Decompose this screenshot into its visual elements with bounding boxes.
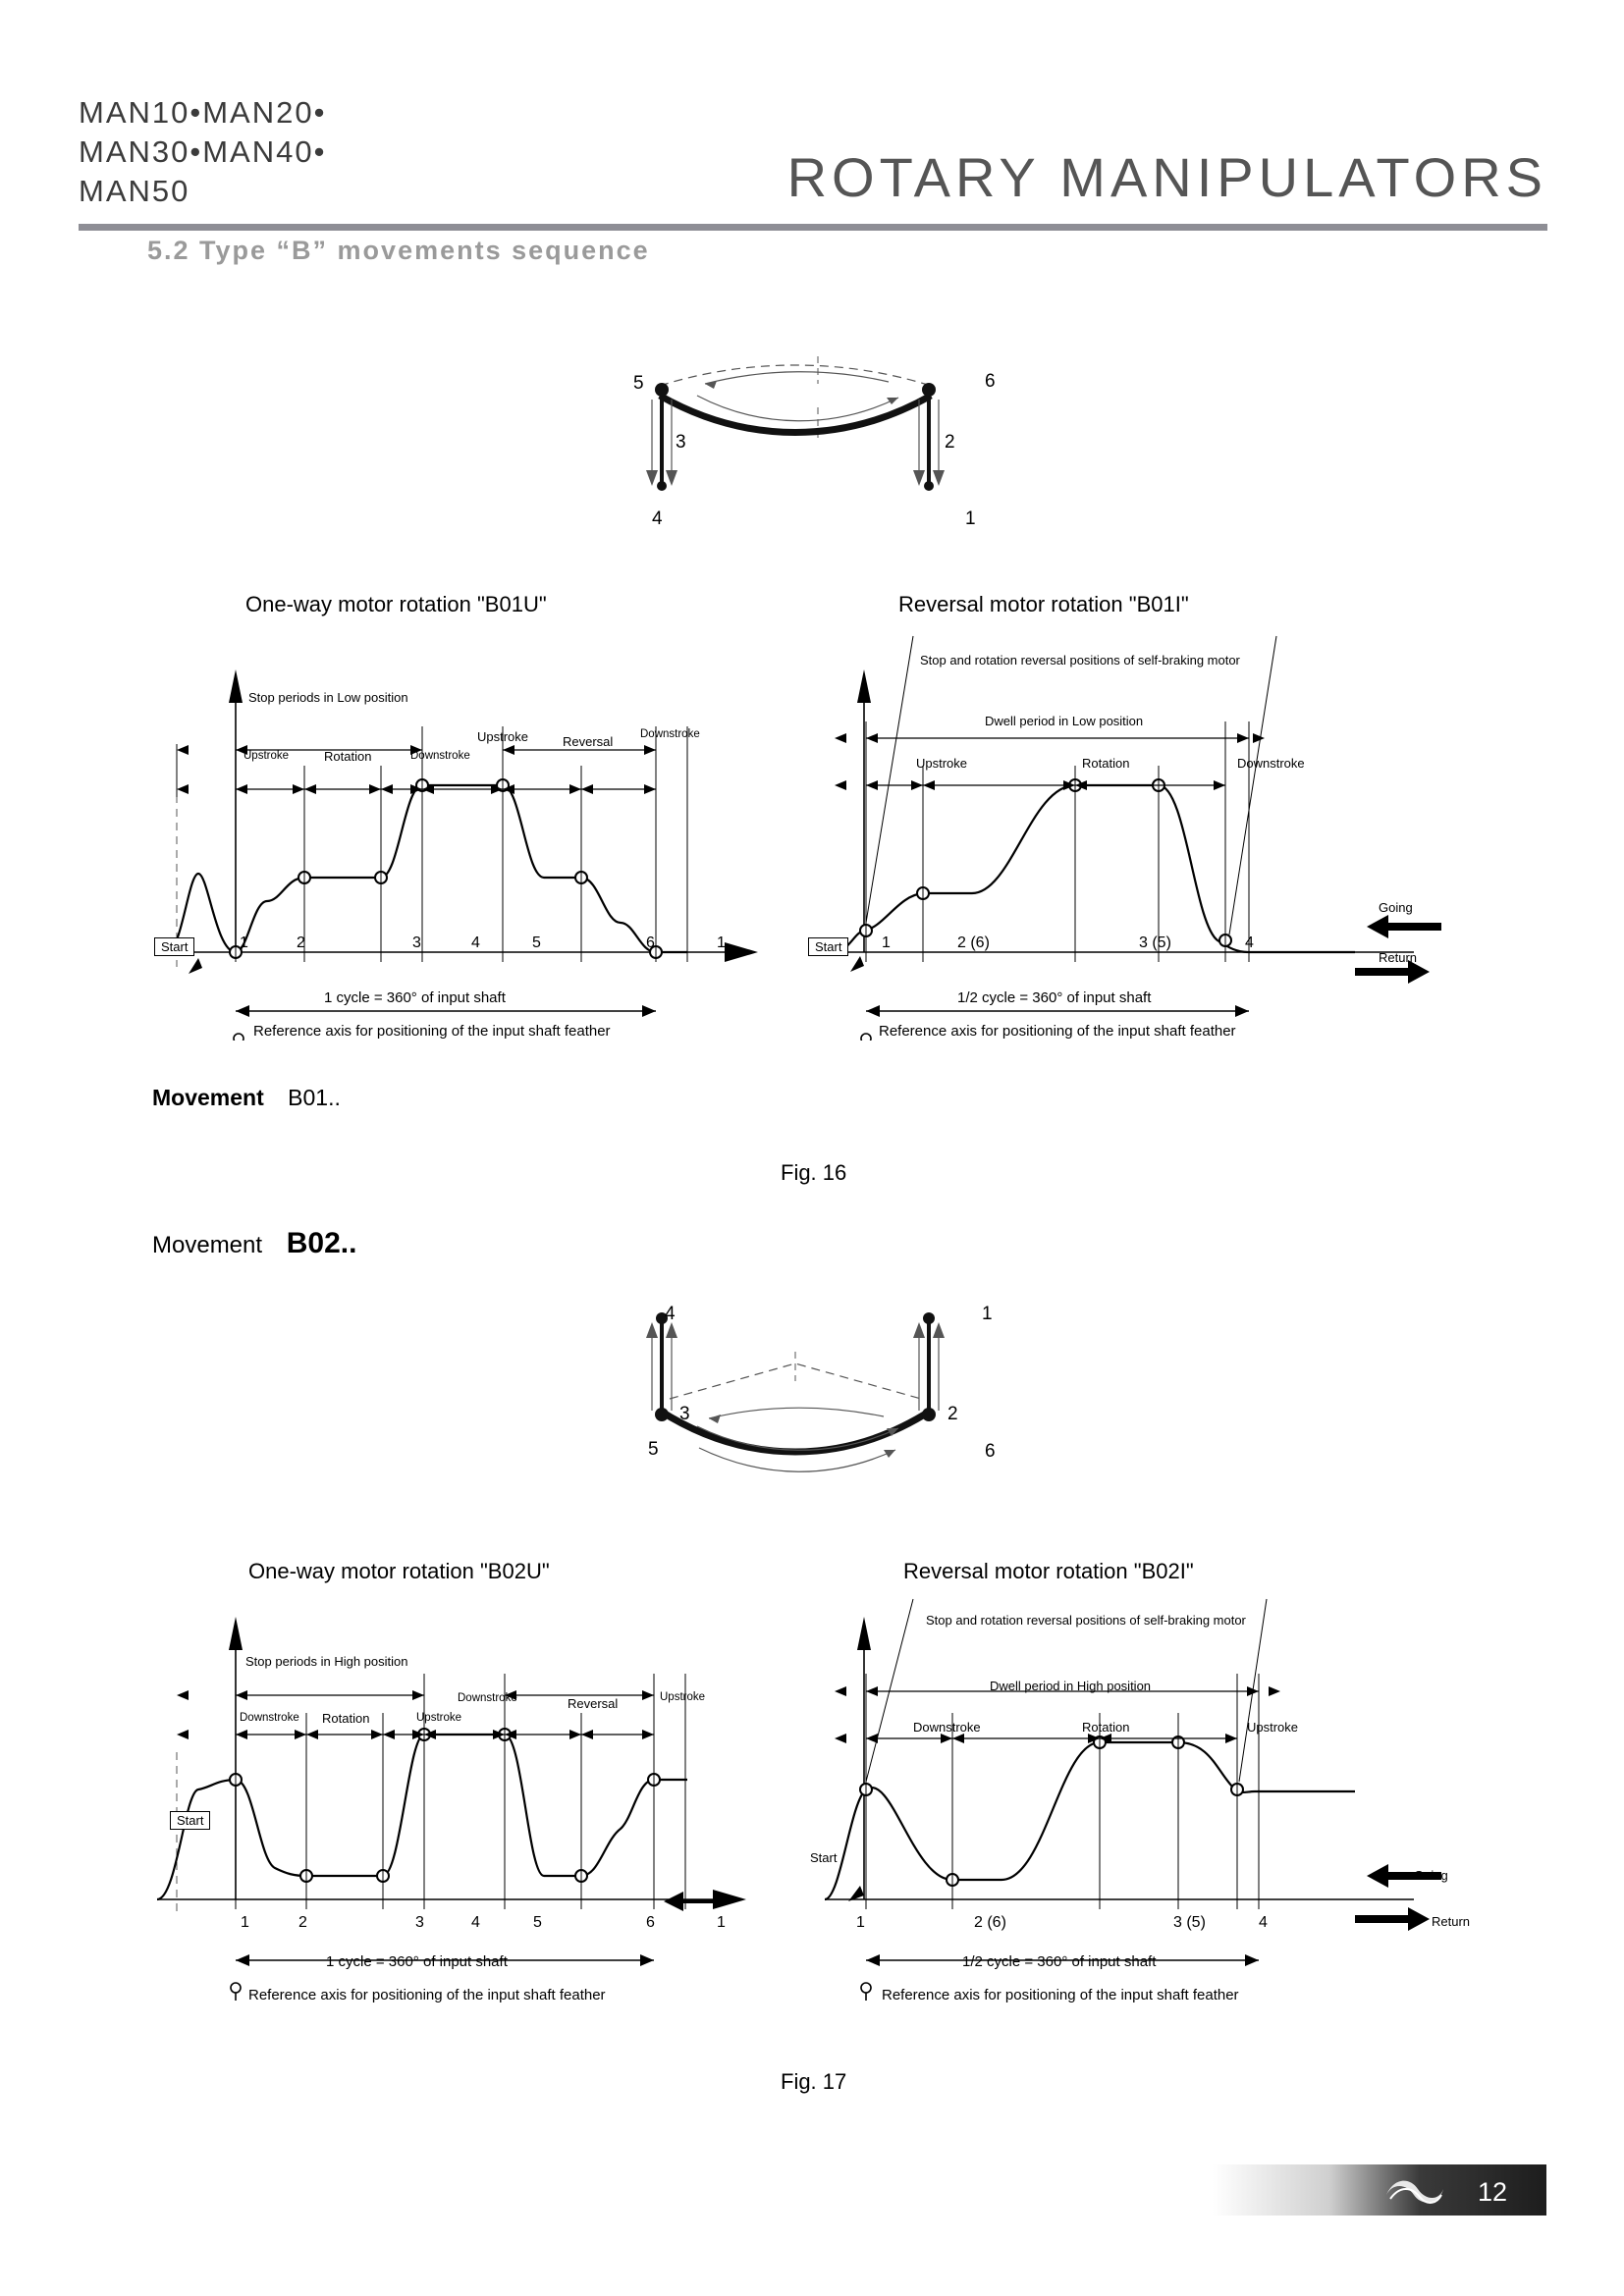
chart-b01u [137,628,776,1041]
b02u-tick-1: 1 [241,1914,249,1931]
diagram-b01-point-5: 5 [633,373,644,394]
b01i-note-label: Stop and rotation reversal positions of self-braking motor [920,653,1240,667]
b02u-tick-3: 3 [415,1914,424,1931]
diagram-b01-point-2: 2 [945,432,955,453]
b01i-tick-3: 3 (5) [1139,934,1171,951]
diagram-b01-point-4: 4 [652,508,663,529]
b02u-tick-6: 6 [646,1914,655,1931]
diagram-b02-point-2: 2 [947,1404,958,1424]
section-heading: 5.2 Type “B” movements sequence [147,236,650,265]
diagram-b02-point-3: 3 [679,1404,690,1424]
b01i-phase-downstroke: Downstroke [1237,756,1305,771]
b02i-phase-upstroke: Upstroke [1247,1720,1299,1735]
b02u-phase-upstroke-2: Upstroke [660,1691,706,1703]
header-models-line1: MAN10•MAN20• [79,95,327,130]
b02i-dwell-label: Dwell period in High position [990,1679,1152,1693]
b02i-phase-rotation: Rotation [1082,1720,1130,1735]
b01i-phase-upstroke: Upstroke [916,756,968,771]
b02i-note-label: Stop and rotation reversal positions of self-braking motor [926,1613,1246,1628]
b01i-cycle-label: 1/2 cycle = 360° of input shaft [957,989,1152,1006]
chart-b02u [137,1595,776,2007]
movement-b02 [152,1227,356,1260]
b01u-tick-6: 6 [646,934,655,951]
b01u-reference-label: Reference axis for positioning of the input shaft feather [253,1023,611,1040]
movement-b01 [152,1085,341,1111]
b02u-tick-1b: 1 [717,1914,726,1931]
b02i-start-label: Start [810,1850,838,1865]
b01u-cycle-label: 1 cycle = 360° of input shaft [324,989,506,1006]
b01i-phase-rotation: Rotation [1082,756,1130,771]
b01i-dwell-label: Dwell period in Low position [985,714,1144,728]
b02u-phase-rotation: Rotation [322,1711,370,1726]
b02i-tick-2: 2 (6) [974,1914,1006,1931]
chart-title-b01u: One-way motor rotation "B01U" [245,592,547,616]
b01u-phase-upstroke-1: Upstroke [244,750,290,762]
b01u-start-label: Start [154,937,194,956]
chart-title-b01i: Reversal motor rotation "B01I" [898,592,1189,616]
b01u-tick-3: 3 [412,934,421,951]
b02i-cycle-label: 1/2 cycle = 360° of input shaft [962,1953,1157,1970]
b01u-tick-1b: 1 [717,934,726,951]
b02u-cycle-label: 1 cycle = 360° of input shaft [326,1953,508,1970]
b02u-phase-downstroke-1: Downstroke [240,1712,299,1724]
b02u-phase-downstroke-2: Downstroke [458,1692,517,1704]
b01u-phase-downstroke-2: Downstroke [640,728,700,740]
b02i-tick-1: 1 [856,1914,865,1931]
b01u-phase-downstroke-1: Downstroke [410,750,470,762]
header-models [79,93,326,211]
b01u-phase-upstroke-2: Upstroke [477,729,529,744]
movement-b01-code: B01.. [288,1085,341,1110]
page-number: 12 [1478,2177,1508,2207]
chart-title-b02i: Reversal motor rotation "B02I" [903,1559,1194,1583]
b02u-start-label: Start [170,1811,210,1830]
b01u-phase-reversal: Reversal [563,734,614,749]
b02u-stop-periods-label: Stop periods in High position [245,1654,408,1669]
b02u-phase-upstroke-1: Upstroke [416,1712,462,1724]
diagram-b01-point-6: 6 [985,371,996,392]
page-title: ROTARY MANIPULATORS [786,146,1547,208]
diagram-b02-point-4: 4 [665,1304,676,1324]
movement-b02-label: Movement [152,1232,263,1258]
b01u-phase-rotation: Rotation [324,749,372,764]
b02i-phase-downstroke: Downstroke [913,1720,981,1735]
header-models-line3: MAN50 [79,174,190,208]
chart-title-b02u: One-way motor rotation "B02U" [248,1559,550,1583]
b01u-stop-periods-label: Stop periods in Low position [248,690,408,705]
b01i-return-label: Return [1379,950,1418,965]
b01u-tick-4: 4 [471,934,480,951]
diagram-b02-point-6: 6 [985,1441,996,1462]
header-divider [79,224,1547,231]
diagram-b02-point-5: 5 [648,1439,659,1460]
b02i-tick-4: 4 [1259,1914,1268,1931]
b01i-going-label: Going [1379,900,1413,915]
b01i-tick-1: 1 [882,934,891,951]
b02u-tick-5: 5 [533,1914,542,1931]
b01i-tick-4: 4 [1245,934,1254,951]
chart-b02i [805,1595,1492,2007]
diagram-b01 [589,348,1001,535]
b02u-tick-4: 4 [471,1914,480,1931]
movement-b02-code: B02.. [286,1227,357,1259]
b02u-phase-reversal: Reversal [568,1696,619,1711]
b02u-tick-2: 2 [298,1914,307,1931]
b02i-return-label: Return [1432,1914,1471,1929]
b02i-tick-3: 3 (5) [1173,1914,1206,1931]
movement-b01-label: Movement [152,1085,264,1110]
b01u-tick-5: 5 [532,934,541,951]
diagram-b01-point-1: 1 [965,508,976,529]
b01i-tick-2: 2 (6) [957,934,990,951]
header-models-line2: MAN30•MAN40• [79,134,327,169]
b01i-reference-label: Reference axis for positioning of the input shaft feather [879,1023,1236,1040]
b01u-tick-2: 2 [297,934,305,951]
b02u-reference-label: Reference axis for positioning of the input shaft feather [248,1987,606,2003]
fig-16-caption: Fig. 16 [781,1160,847,1185]
diagram-b01-point-3: 3 [676,432,686,453]
chart-b01i [805,628,1492,1041]
b01i-start-label: Start [808,937,848,956]
company-logo-icon [1375,2165,1453,2215]
b02i-reference-label: Reference axis for positioning of the input shaft feather [882,1987,1239,2003]
b02i-going-label: Going [1414,1868,1448,1883]
b01u-tick-1: 1 [240,934,248,951]
diagram-b02-point-1: 1 [982,1304,993,1324]
fig-17-caption: Fig. 17 [781,2069,847,2094]
